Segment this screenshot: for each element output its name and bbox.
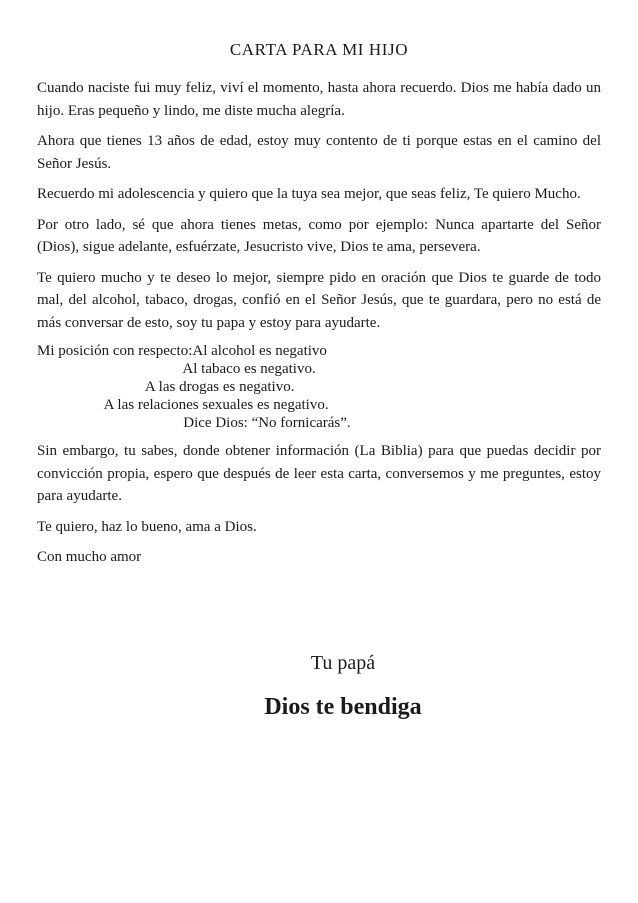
position-line-tobacco: Al tabaco es negativo. (37, 361, 316, 377)
paragraph-age: Ahora que tienes 13 años de edad, estoy muy contento de ti porque estas en el camino del Señor Jesús. (37, 133, 601, 172)
paragraph-goals: Por otro lado, sé que ahora tienes metas, como por ejemplo: Nunca apartarte del Señor (Dios), sigue adelante, esfuérzate, Jesucristo vive, Dios te ama, persevera. (37, 216, 601, 255)
paragraph-wishes: Te quiero mucho y te deseo lo mejor, siempre pido en oración que Dios te guarde de todo mal, del alcohol, tabaco, drogas, confió en el Señor Jesús, que te guardara, pero no está de más conversar de esto, soy tu papa y estoy para ayudarte. (37, 269, 601, 331)
paragraph-love-god: Te quiero, haz lo bueno, ama a Dios. (37, 518, 257, 535)
position-line-alcohol: Mi posición con respecto:Al alcohol es negativo (37, 343, 327, 359)
letter-title: CARTA PARA MI HIJO (229, 40, 409, 59)
blessing: Dios te bendiga (264, 694, 422, 720)
letter-body (37, 77, 601, 577)
position-line-relations: A las relaciones sexuales es negativo. (37, 397, 329, 413)
position-list (37, 342, 601, 432)
paragraph-information: Sin embargo, tu sabes, donde obtener información (La Biblia) para que puedas decidir por convicción propia, espero que después de leer esta carta, conversemos y me preguntes, estoy para ayudarte. (37, 443, 601, 504)
position-line-scripture: Dice Dios: “No fornicarás”. (37, 415, 351, 431)
paragraph-birth: Cuando naciste fui muy feliz, viví el momento, hasta ahora recuerdo. Dios me había dado un hijo. Eras pequeño y lindo, me diste mucha alegría. (37, 80, 601, 119)
position-line-drugs: A las drogas es negativo. (37, 379, 295, 395)
signature: Tu papá (310, 652, 376, 674)
paragraph-with-love: Con mucho amor (37, 549, 142, 565)
paragraph-adolescence: Recuerdo mi adolescencia y quiero que la tuya sea mejor, que seas feliz, Te quiero Mucho. (37, 186, 581, 202)
